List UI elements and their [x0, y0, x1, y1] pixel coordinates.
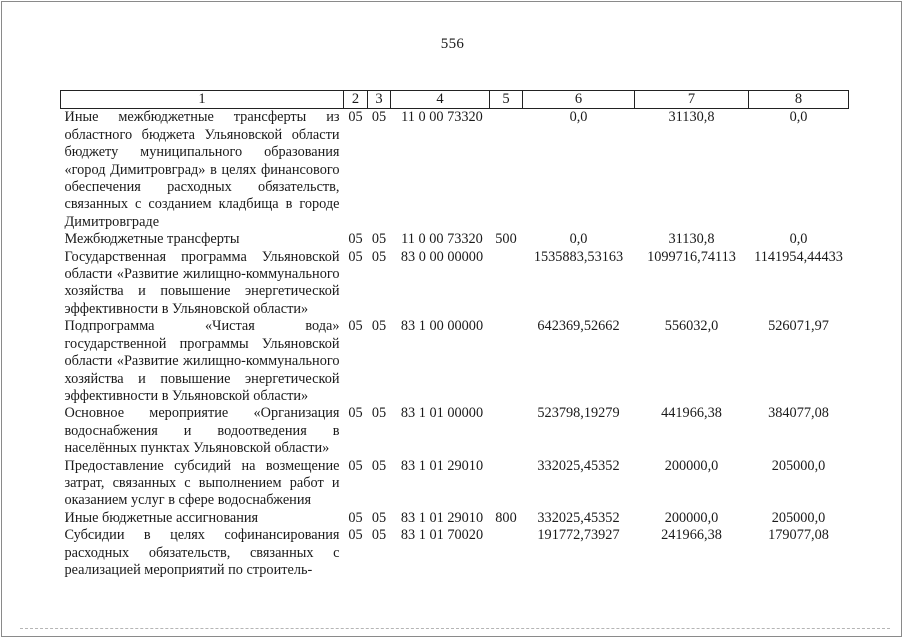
row-name: Основное мероприятие «Организация водоснабжения и водоотведения в населённых пунктах Ульяновской области»	[64, 405, 340, 457]
row-target-code: 83 0 00 00000	[400, 248, 484, 265]
row-value-col8: 179077,08	[768, 527, 829, 544]
row-value-col6: 332025,45352	[537, 457, 620, 474]
row-value-col7: 200000,0	[664, 509, 719, 526]
row-value-col8: 384077,08	[768, 405, 829, 422]
row-value-col7: 441966,38	[661, 405, 722, 422]
row-name: Субсидии в целях софинансирования расходных обязательств, связанных с реализацией мероприятий по строитель-	[64, 527, 340, 578]
row-value-col6: 0,0	[569, 109, 588, 126]
row-value-col7: 556032,0	[664, 318, 719, 335]
row-section: 05	[348, 457, 363, 474]
row-value-col8: 526071,97	[768, 318, 829, 335]
table-row	[61, 231, 849, 248]
budget-table	[60, 90, 849, 579]
row-value-col6: 191772,73927	[537, 527, 620, 544]
row-name: Межбюджетные трансферты	[64, 231, 240, 248]
row-name: Подпрограмма «Чистая вода» государственной программы Ульяновской области «Развитие жилищно-коммунального хозяйства и повышение энергетической эффективности в Ульяновской области»	[64, 318, 340, 404]
table-row	[61, 527, 849, 579]
row-value-col8: 205000,0	[771, 509, 826, 526]
row-value-col7: 31130,8	[668, 109, 715, 126]
header-cell: 7	[635, 91, 749, 109]
row-expense-type: 500	[495, 231, 517, 248]
row-section: 05	[348, 509, 363, 526]
header-cell: 3	[368, 91, 391, 109]
header-cell: 1	[61, 91, 344, 109]
header-row	[61, 91, 849, 109]
row-value-col7: 200000,0	[664, 457, 719, 474]
row-value-col6: 523798,19279	[537, 405, 620, 422]
row-name: Иные межбюджетные трансферты из областного бюджета Ульяновской области бюджету муниципального образования «город Димитровград» в целях финансового обеспечения расходных обязательств, связанных с созданием кладбища в городе Димитровграде	[64, 109, 340, 230]
row-value-col6: 0,0	[569, 231, 588, 248]
row-value-col8: 0,0	[789, 109, 808, 126]
table-row	[61, 458, 849, 510]
row-expense-type	[490, 458, 523, 510]
row-section: 05	[348, 248, 363, 265]
row-name: Государственная программа Ульяновской области «Развитие жилищно-коммунального хозяйства и повышение энергетической эффективности в Ульяновской области»	[64, 248, 340, 317]
header-cell: 8	[749, 91, 849, 109]
row-name: Иные бюджетные ассигнования	[64, 509, 259, 526]
row-target-code: 83 1 01 29010	[400, 457, 484, 474]
header-cell: 6	[523, 91, 635, 109]
row-value-col6: 332025,45352	[537, 509, 620, 526]
row-subsection: 05	[371, 405, 387, 422]
row-expense-type	[490, 249, 523, 319]
row-subsection: 05	[371, 231, 387, 248]
row-subsection: 05	[371, 509, 387, 526]
row-expense-type	[490, 405, 523, 457]
table-row	[61, 109, 849, 231]
row-expense-type: 800	[495, 509, 517, 526]
header-cell: 5	[490, 91, 523, 109]
table-row	[61, 405, 849, 457]
row-target-code: 83 1 01 00000	[400, 405, 484, 422]
header-cell: 4	[391, 91, 490, 109]
table-row	[61, 510, 849, 527]
row-name: Предоставление субсидий на возмещение затрат, связанных с выполнением работ и оказанием услуг в сфере водоснабжения	[64, 457, 340, 509]
row-value-col8: 0,0	[789, 231, 808, 248]
row-value-col7: 241966,38	[661, 527, 722, 544]
row-subsection: 05	[371, 318, 387, 335]
row-subsection: 05	[371, 457, 387, 474]
row-value-col7: 1099716,74113	[647, 248, 736, 265]
row-section: 05	[348, 231, 363, 248]
row-section: 05	[348, 109, 363, 126]
row-value-col8: 205000,0	[771, 457, 826, 474]
page-number: 556	[440, 36, 465, 52]
row-subsection: 05	[371, 527, 387, 544]
row-section: 05	[348, 318, 363, 335]
row-target-code: 11 0 00 73320	[401, 231, 483, 248]
row-section: 05	[348, 527, 363, 544]
row-target-code: 83 1 00 00000	[400, 318, 484, 335]
row-value-col6: 1535883,53163	[533, 248, 624, 265]
row-target-code: 83 1 01 70020	[400, 527, 484, 544]
bottom-scan-edge	[20, 628, 890, 629]
row-value-col7: 31130,8	[668, 231, 715, 248]
row-expense-type	[490, 318, 523, 405]
row-expense-type	[490, 527, 523, 579]
row-expense-type	[490, 109, 523, 231]
row-subsection: 05	[371, 248, 387, 265]
row-value-col6: 642369,52662	[537, 318, 620, 335]
row-target-code: 11 0 00 73320	[401, 109, 483, 126]
row-subsection: 05	[371, 109, 387, 126]
row-target-code: 83 1 01 29010	[400, 509, 484, 526]
table-row	[61, 318, 849, 405]
row-section: 05	[348, 405, 363, 422]
table-row	[61, 249, 849, 319]
header-cell: 2	[344, 91, 368, 109]
row-value-col8: 1141954,44433	[754, 248, 843, 265]
